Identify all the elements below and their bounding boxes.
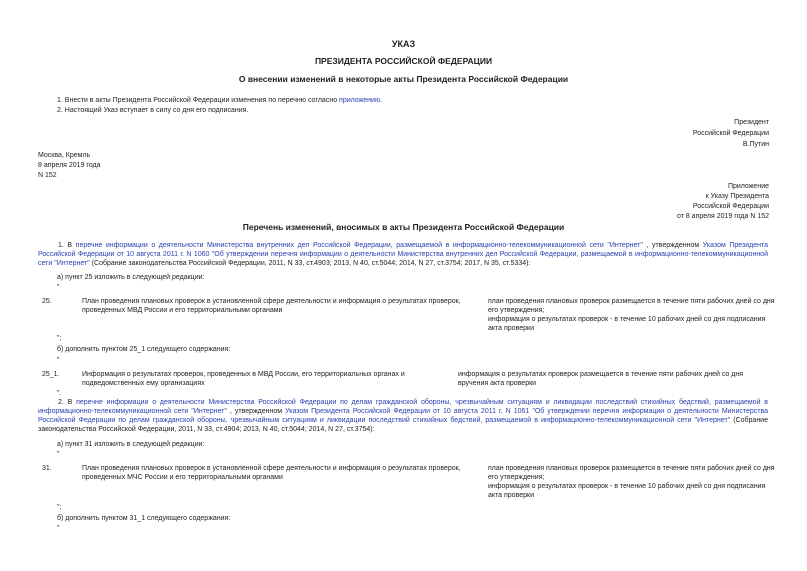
signature-name: В.Путин	[742, 141, 769, 148]
section-2-decree-link[interactable]: Указом Президента Российской Федерации от 10 августа 2011 г. N 1061 "Об утверждении перечня информации о деятельности Министерства Российской Федерации по делам гражданской обороны, чрезвычайным ситуациям и ликвидации последствий стихийных бедствий, размещаемой в информационно-телекоммуникационной сети "Интернет"	[38, 408, 769, 424]
row-31-description: План проведения плановых проверок в установленной сфере деятельности и информация о результатах проверок, проведенных МЧС России и его территориальными органами	[82, 465, 461, 481]
signature-org: Российской Федерации	[692, 130, 769, 137]
appendix-ref-3: Российской Федерации	[692, 203, 769, 210]
quote-open: "	[57, 357, 60, 364]
quote-open: "	[57, 284, 60, 291]
decree-title: УКАЗ	[391, 39, 416, 49]
row-25-terms-2: информация о результатах проверок - в течение 10 рабочих дней со дня подписания акта проверки	[488, 316, 766, 332]
appendix-ref-4: от 8 апреля 2019 года N 152	[676, 213, 769, 220]
signature-title: Президент	[734, 119, 769, 126]
row-25-number: 25.	[42, 298, 52, 305]
row-25-1-description: Информация о результатах проверок, проведенных в МВД России, его территориальных органах и подведомственных ему организациях	[82, 371, 405, 387]
item-2: 2. Настоящий Указ вступает в силу со дня его подписания.	[57, 107, 249, 114]
row-31-terms-1: план проведения плановых проверок размещается в течение пяти рабочих дней со дня его утверждения;	[488, 465, 775, 481]
row-25-terms-1: план проведения плановых проверок размещается в течение пяти рабочих дней со дня его утверждения;	[488, 298, 775, 314]
place: Москва, Кремль	[38, 152, 91, 159]
section-1-decree-link[interactable]: Указом Президента Российской Федерации от 10 августа 2011 г. N 1060 "Об утверждении перечня информации о деятельности Министерства внутренних дел Российской Федерации, размещаемой в информационно-телекоммуникационной сети "Интернет"	[38, 242, 769, 267]
quote-open: "	[57, 525, 60, 532]
row-25-1-number: 25_1.	[42, 371, 60, 378]
item-1: 1. Внести в акты Президента Российской Федерации изменения по перечню согласно приложению.	[57, 97, 383, 104]
section-1-a: а) пункт 25 изложить в следующей редакции:	[57, 274, 205, 281]
section-2-text: 2. В перечне информации о деятельности Министерства Российской Федерации по делам гражданской обороны, чрезвычайным ситуациям и ликвидации последствий стихийных бедствий, размещаемой в информационно-телекоммуникационной сети "Интернет" , утвержденном Указом Президента Российской Федерации от 10 августа 2011 г. N 1061 "Об утверждении перечня информации о деятельности Министерства Российской Федерации по делам гражданской обороны, чрезвычайным ситуациям и ликвидации последствий стихийных бедствий, размещаемой в информационно-телекоммуникационной сети "Интернет" (Собрание законодательства Российской Федерации, 2011, N 33, ст.4904; 2013, N 40, ст.5044; 2014, N 27, ст.3754):	[38, 399, 769, 433]
decree-heading: О внесении изменений в некоторые акты Президента Российской Федерации	[238, 74, 569, 84]
appendix-ref-1: Приложение	[727, 183, 769, 190]
quote-close: ";	[57, 504, 62, 511]
decree-number: N 152	[38, 172, 57, 179]
quote-close: ";	[57, 335, 62, 342]
section-2-a: а) пункт 31 изложить в следующей редакции:	[57, 441, 205, 448]
section-2-list-link[interactable]: перечне информации о деятельности Министерства Российской Федерации по делам гражданской обороны, чрезвычайным ситуациям и ликвидации последствий стихийных бедствий, размещаемой в информационно-телекоммуникационной сети "Интернет"	[38, 399, 768, 415]
appendix-link[interactable]: приложению	[339, 97, 381, 104]
quote-close: ".	[57, 390, 62, 397]
section-1-text: 1. В перечне информации о деятельности Министерства внутренних дел Российской Федерации, размещаемой в информационно-телекоммуникационной сети "Интернет" , утвержденном Указом Президента Российской Федерации от 10 августа 2011 г. N 1060 "Об утверждении перечня информации о деятельности Министерства внутренних дел Российской Федерации, размещаемой в информационно-телекоммуникационной сети "Интернет" (Собрание законодательства Российской Федерации, 2011, N 33, ст.4903; 2013, N 40, ст.5044; 2014, N 27, ст.3754; 2017, N 35, ст.5334):	[38, 242, 769, 267]
row-31-number: 31.	[42, 465, 52, 472]
section-1-list-link[interactable]: перечне информации о деятельности Министерства внутренних дел Российской Федерации, размещаемой в информационно-телекоммуникационной сети "Интернет"	[75, 242, 643, 249]
list-title: Перечень изменений, вносимых в акты Президента Российской Федерации	[242, 222, 565, 232]
date: 8 апреля 2019 года	[38, 162, 101, 169]
row-25-1-terms: информация о результатах проверок размещается в течение пяти рабочих дней со дня вручения акта проверки	[458, 371, 743, 387]
row-25-description: План проведения плановых проверок в установленной сфере деятельности и информация о результатах проверок, проведенных МВД России и его территориальными органами	[82, 298, 461, 314]
row-31-terms-2: информация о результатах проверок - в течение 10 рабочих дней со дня подписания акта проверки	[488, 483, 766, 499]
decree-subtitle: ПРЕЗИДЕНТА РОССИЙСКОЙ ФЕДЕРАЦИИ	[314, 56, 493, 66]
quote-open: "	[57, 451, 60, 458]
section-1-b: б) дополнить пунктом 25_1 следующего содержания:	[57, 346, 231, 353]
section-2-b: б) дополнить пунктом 31_1 следующего содержания:	[57, 515, 231, 522]
appendix-ref-2: к Указу Президента	[705, 193, 769, 200]
